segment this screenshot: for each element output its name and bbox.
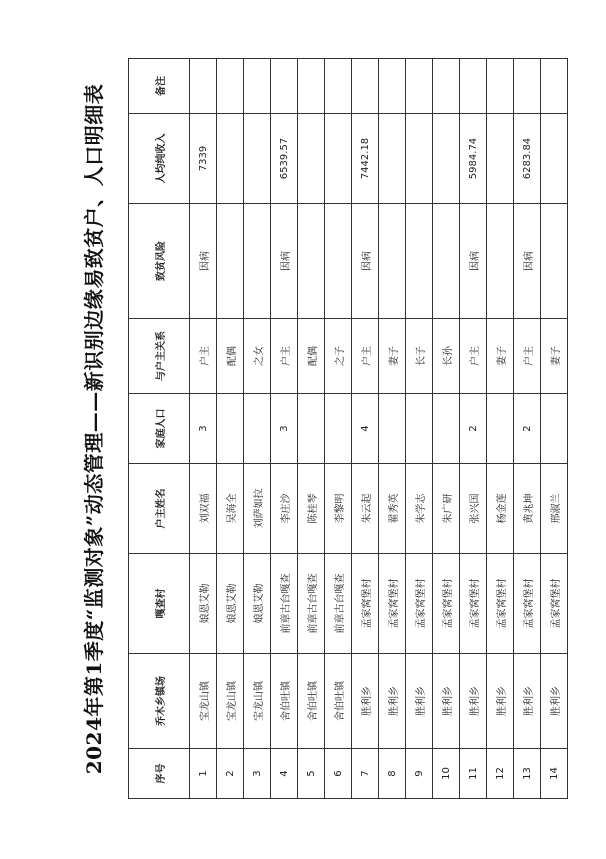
table-row [379, 59, 406, 799]
cell-town: 舍伯吐镇 [271, 654, 298, 749]
cell-head: 朱学志 [406, 464, 433, 554]
cell-relation: 长子 [406, 319, 433, 394]
cell-size [433, 394, 460, 464]
cell-town: 胜利乡 [541, 654, 568, 749]
cell-village: 前章古台嘎查 [271, 554, 298, 654]
data-table [128, 58, 568, 799]
cell-note [217, 59, 244, 114]
cell-relation: 妻子 [379, 319, 406, 394]
cell-village: 孟家窝堡村 [406, 554, 433, 654]
cell-size: 3 [190, 394, 217, 464]
cell-village: 孟家窝堡村 [460, 554, 487, 654]
cell-income: 6539.57 [271, 114, 298, 204]
cell-risk [541, 204, 568, 319]
cell-relation: 妻子 [487, 319, 514, 394]
cell-village: 孟家窝堡村 [487, 554, 514, 654]
col-header-head: 户主姓名 [129, 464, 190, 554]
cell-relation: 长孙 [433, 319, 460, 394]
cell-note [244, 59, 271, 114]
cell-village: 孟家窝堡村 [433, 554, 460, 654]
cell-income: 7442.18 [352, 114, 379, 204]
cell-town: 宝龙山镇 [190, 654, 217, 749]
cell-income [433, 114, 460, 204]
cell-note [460, 59, 487, 114]
cell-income: 5984.74 [460, 114, 487, 204]
cell-income [244, 114, 271, 204]
cell-size [298, 394, 325, 464]
cell-no: 13 [514, 749, 541, 799]
cell-no: 7 [352, 749, 379, 799]
cell-village: 孟家窝堡村 [514, 554, 541, 654]
cell-no: 5 [298, 749, 325, 799]
cell-income [298, 114, 325, 204]
cell-risk: 因病 [460, 204, 487, 319]
cell-size [217, 394, 244, 464]
cell-size: 2 [460, 394, 487, 464]
table-row [541, 59, 568, 799]
table-row [217, 59, 244, 799]
col-header-size: 家庭人口 [129, 394, 190, 464]
cell-no: 3 [244, 749, 271, 799]
table-row [487, 59, 514, 799]
cell-size: 2 [514, 394, 541, 464]
rotated-page [82, 29, 562, 829]
cell-size: 3 [271, 394, 298, 464]
cell-town: 舍伯吐镇 [298, 654, 325, 749]
table-row [460, 59, 487, 799]
cell-risk [487, 204, 514, 319]
cell-head: 陈桂琴 [298, 464, 325, 554]
cell-town: 舍伯吐镇 [325, 654, 352, 749]
cell-relation: 户主 [352, 319, 379, 394]
cell-note [514, 59, 541, 114]
cell-head: 邢淑兰 [541, 464, 568, 554]
cell-head: 朱广研 [433, 464, 460, 554]
cell-town: 胜利乡 [433, 654, 460, 749]
cell-note [298, 59, 325, 114]
cell-note [433, 59, 460, 114]
cell-risk [325, 204, 352, 319]
header-row [129, 59, 190, 799]
cell-risk [379, 204, 406, 319]
cell-note [190, 59, 217, 114]
cell-head: 翟秀英 [379, 464, 406, 554]
cell-risk [298, 204, 325, 319]
cell-size [325, 394, 352, 464]
cell-risk [406, 204, 433, 319]
cell-head: 杨金莲 [487, 464, 514, 554]
cell-note [271, 59, 298, 114]
col-header-relation: 与户主关系 [129, 319, 190, 394]
table-row [244, 59, 271, 799]
table-row [298, 59, 325, 799]
cell-relation: 配偶 [217, 319, 244, 394]
cell-income [325, 114, 352, 204]
cell-no: 1 [190, 749, 217, 799]
table-row [325, 59, 352, 799]
cell-head: 李庄沙 [271, 464, 298, 554]
cell-relation: 户主 [514, 319, 541, 394]
col-header-income: 人均纯收入 [129, 114, 190, 204]
cell-relation: 配偶 [298, 319, 325, 394]
cell-town: 胜利乡 [460, 654, 487, 749]
cell-note [406, 59, 433, 114]
cell-risk: 因病 [271, 204, 298, 319]
cell-village: 娘恩艾勒 [190, 554, 217, 654]
cell-town: 胜利乡 [514, 654, 541, 749]
col-header-note: 备注 [129, 59, 190, 114]
cell-town: 宝龙山镇 [244, 654, 271, 749]
cell-no: 8 [379, 749, 406, 799]
col-header-no: 序号 [129, 749, 190, 799]
cell-head: 朱云起 [352, 464, 379, 554]
cell-relation: 户主 [190, 319, 217, 394]
cell-village: 前章古台嘎查 [325, 554, 352, 654]
cell-relation: 之子 [325, 319, 352, 394]
cell-no: 9 [406, 749, 433, 799]
table-row [514, 59, 541, 799]
cell-note [487, 59, 514, 114]
cell-risk [217, 204, 244, 319]
cell-risk: 因病 [514, 204, 541, 319]
col-header-town: 乔木乡镇场 [129, 654, 190, 749]
table-row [190, 59, 217, 799]
cell-village: 孟家窝堡村 [541, 554, 568, 654]
cell-income [217, 114, 244, 204]
cell-no: 14 [541, 749, 568, 799]
cell-income [487, 114, 514, 204]
cell-village: 娘恩艾勒 [217, 554, 244, 654]
cell-size: 4 [352, 394, 379, 464]
cell-note [352, 59, 379, 114]
cell-size [244, 394, 271, 464]
cell-risk: 因病 [190, 204, 217, 319]
col-header-village: 嘎查村 [129, 554, 190, 654]
cell-no: 12 [487, 749, 514, 799]
cell-town: 胜利乡 [379, 654, 406, 749]
cell-relation: 妻子 [541, 319, 568, 394]
cell-head: 吴海全 [217, 464, 244, 554]
cell-village: 孟家窝堡村 [379, 554, 406, 654]
cell-head: 刘双福 [190, 464, 217, 554]
cell-village: 孟家窝堡村 [352, 554, 379, 654]
cell-income: 6283.84 [514, 114, 541, 204]
cell-head: 刘萨如拉 [244, 464, 271, 554]
cell-income [541, 114, 568, 204]
cell-village: 前章古台嘎查 [298, 554, 325, 654]
cell-note [541, 59, 568, 114]
col-header-risk: 致贫风险 [129, 204, 190, 319]
table-row [352, 59, 379, 799]
cell-no: 6 [325, 749, 352, 799]
cell-no: 2 [217, 749, 244, 799]
cell-town: 胜利乡 [406, 654, 433, 749]
page-title: 2024年第1季度“监测对象”动态管理——新识别边缘易致贫户、人口明细表 [82, 83, 106, 775]
cell-risk: 因病 [352, 204, 379, 319]
cell-note [379, 59, 406, 114]
cell-relation: 户主 [460, 319, 487, 394]
cell-note [325, 59, 352, 114]
cell-size [487, 394, 514, 464]
table-row [433, 59, 460, 799]
cell-no: 10 [433, 749, 460, 799]
cell-size [541, 394, 568, 464]
cell-town: 胜利乡 [487, 654, 514, 749]
cell-risk [433, 204, 460, 319]
cell-risk [244, 204, 271, 319]
cell-head: 张兴国 [460, 464, 487, 554]
cell-income [406, 114, 433, 204]
cell-head: 李黎明 [325, 464, 352, 554]
cell-relation: 户主 [271, 319, 298, 394]
cell-town: 宝龙山镇 [217, 654, 244, 749]
cell-size [379, 394, 406, 464]
cell-size [406, 394, 433, 464]
cell-town: 胜利乡 [352, 654, 379, 749]
cell-no: 4 [271, 749, 298, 799]
cell-head: 黄兆坤 [514, 464, 541, 554]
cell-village: 娘恩艾勒 [244, 554, 271, 654]
cell-relation: 之女 [244, 319, 271, 394]
table-row [406, 59, 433, 799]
cell-income: 7339 [190, 114, 217, 204]
table-row [271, 59, 298, 799]
cell-income [379, 114, 406, 204]
cell-no: 11 [460, 749, 487, 799]
